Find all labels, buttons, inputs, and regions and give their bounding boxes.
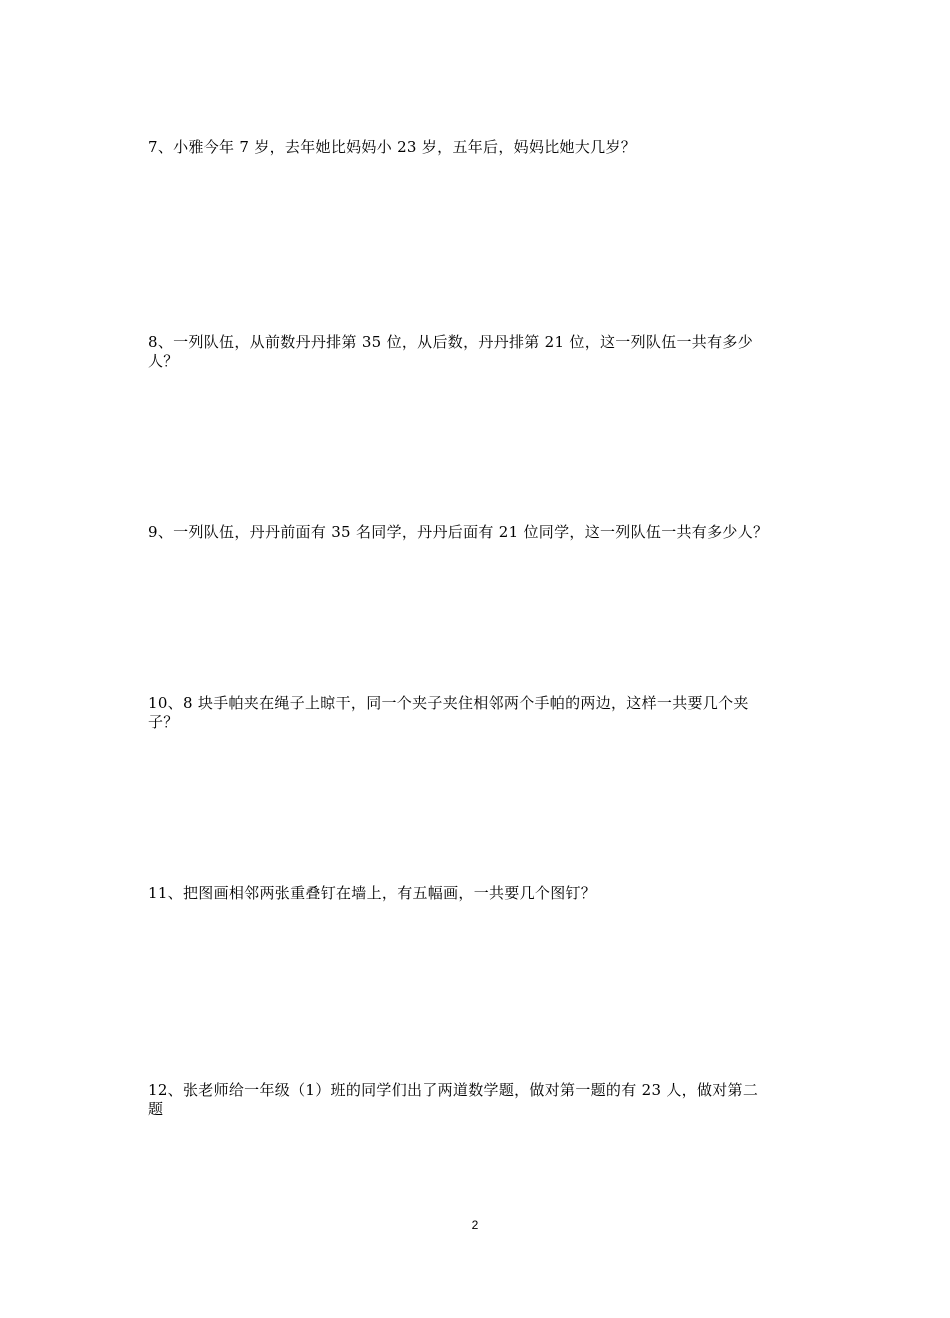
question-9 xyxy=(148,523,808,542)
question-11 xyxy=(148,884,808,903)
question-11-line-1: 11、把图画相邻两张重叠钉在墙上，有五幅画，一共要几个图钉？ xyxy=(148,884,597,902)
question-12-line-1: 12、张老师给一年级（1）班的同学们出了两道数学题，做对第一题的有 23 人，做对第二 xyxy=(148,1081,759,1099)
page-number: 2 xyxy=(471,1218,479,1232)
question-7 xyxy=(148,138,808,157)
question-12 xyxy=(148,1081,808,1119)
question-10-line-2: 子？ xyxy=(148,713,179,731)
question-8 xyxy=(148,333,808,371)
question-7-line-1: 7、小雅今年 7 岁，去年她比妈妈小 23 岁，五年后，妈妈比她大几岁？ xyxy=(148,138,637,156)
question-8-line-2: 人？ xyxy=(148,352,179,370)
question-10 xyxy=(148,694,808,732)
question-10-line-1: 10、8 块手帕夹在绳子上晾干，同一个夹子夹住相邻两个手帕的两边，这样一共要几个夹 xyxy=(148,694,749,712)
question-8-line-1: 8、一列队伍，从前数丹丹排第 35 位，从后数，丹丹排第 21 位，这一列队伍一共有多少 xyxy=(148,333,753,351)
question-12-line-2: 题 xyxy=(148,1100,164,1118)
question-9-line-1: 9、一列队伍，丹丹前面有 35 名同学，丹丹后面有 21 位同学，这一列队伍一共有多少人？ xyxy=(148,523,769,541)
